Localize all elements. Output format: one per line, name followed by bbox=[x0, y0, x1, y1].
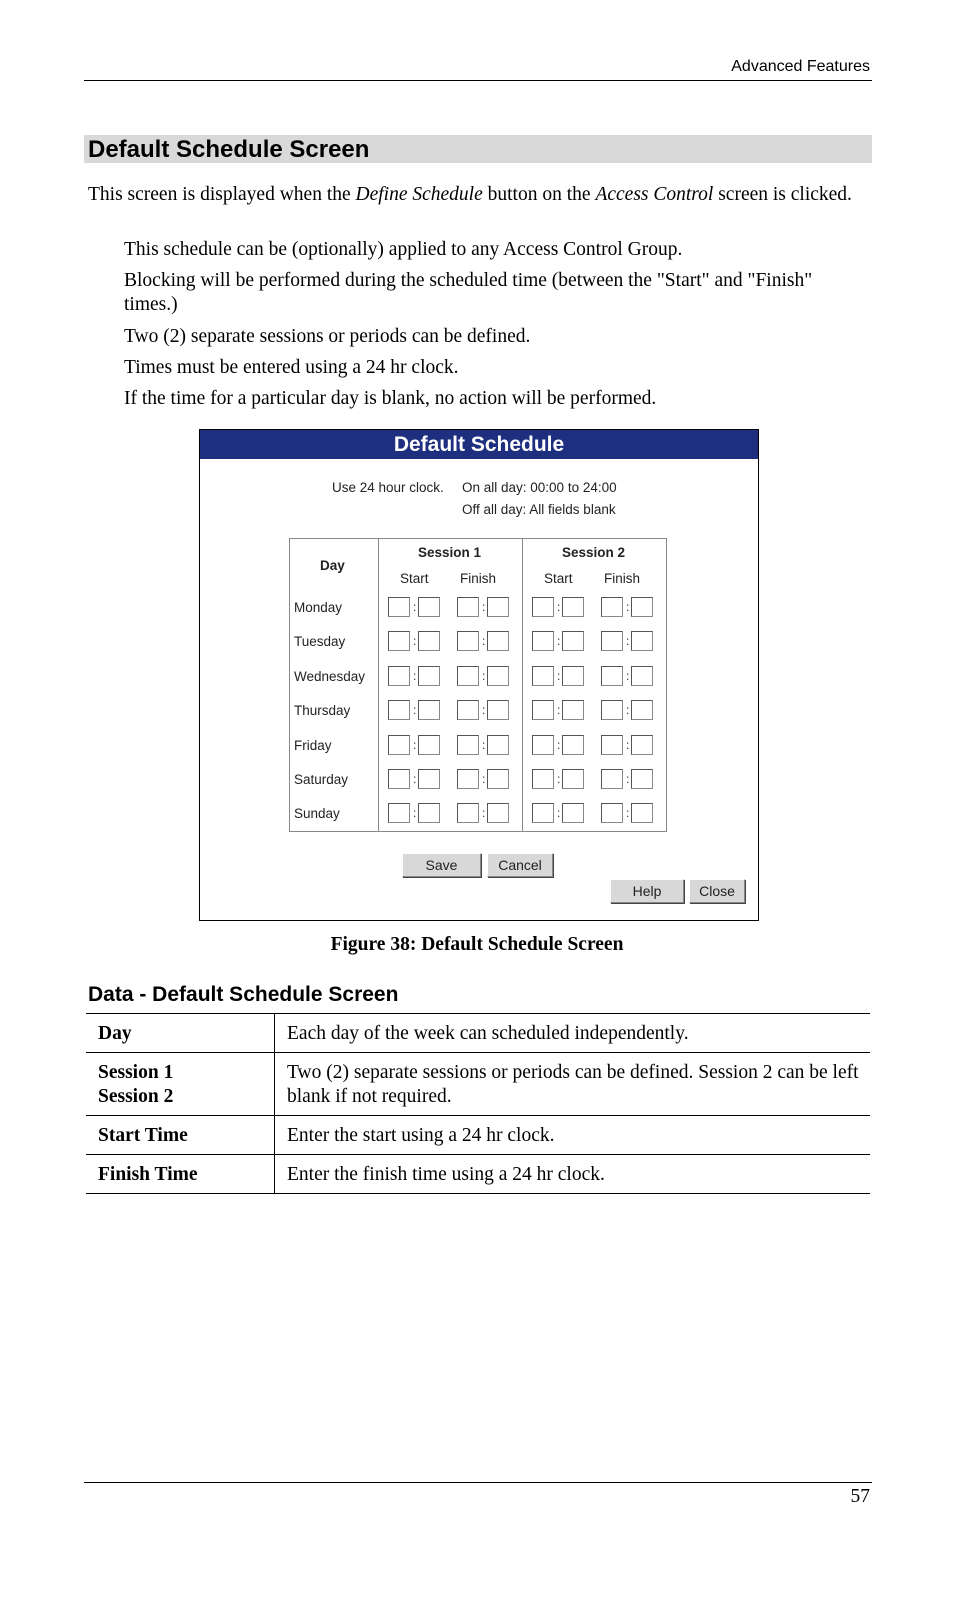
grid-divider bbox=[522, 539, 523, 831]
monday-session-2-finish-minute[interactable] bbox=[631, 597, 653, 617]
table-row bbox=[86, 1053, 870, 1116]
sunday-session-1-start-hour[interactable] bbox=[388, 803, 410, 823]
default-schedule-window bbox=[199, 429, 759, 921]
day-label-saturday: Saturday bbox=[294, 772, 349, 787]
figure-caption: Figure 38: Default Schedule Screen bbox=[330, 934, 624, 955]
table-desc: Enter the finish time using a 24 hr clock. bbox=[275, 1155, 871, 1194]
time-separator: : bbox=[626, 772, 630, 786]
day-label-thursday: Thursday bbox=[294, 703, 351, 719]
wednesday-session-2-finish-hour[interactable] bbox=[601, 666, 623, 686]
thursday-session-2-start-hour[interactable] bbox=[532, 700, 554, 720]
monday-session-1-start-hour[interactable] bbox=[388, 597, 410, 617]
time-separator: : bbox=[413, 703, 417, 718]
table-row bbox=[86, 1014, 870, 1053]
col-header-start-1: Start bbox=[400, 571, 429, 586]
table-desc: Two (2) separate sessions or periods can be defined. Session 2 can be left blank if not required. bbox=[275, 1053, 871, 1116]
table-key bbox=[86, 1155, 275, 1194]
note-2: Blocking will be performed during the scheduled time (between the "Start" and "Finish" times.) bbox=[124, 270, 813, 315]
thursday-session-1-start-hour[interactable] bbox=[388, 700, 410, 720]
time-separator: : bbox=[626, 703, 630, 718]
wednesday-session-2-start-hour[interactable] bbox=[532, 666, 554, 686]
col-header-finish-2: Finish bbox=[604, 571, 641, 586]
tuesday-session-2-finish-minute[interactable] bbox=[631, 631, 653, 651]
time-separator: : bbox=[482, 600, 486, 614]
key-text-2: Session 2 bbox=[98, 1086, 174, 1107]
monday-session-2-finish-hour[interactable] bbox=[601, 597, 623, 617]
hint-off-all-day: Off all day: All fields blank bbox=[462, 502, 616, 517]
intro-text-3: screen is clicked. bbox=[713, 184, 852, 205]
grid-divider bbox=[378, 539, 379, 831]
day-label-wednesday: Wednesday bbox=[294, 668, 366, 684]
thursday-session-1-finish-hour[interactable] bbox=[457, 700, 479, 720]
day-label-monday: Monday bbox=[294, 600, 343, 615]
saturday-session-2-finish-minute[interactable] bbox=[631, 769, 653, 789]
friday-session-2-finish-minute[interactable] bbox=[631, 735, 653, 755]
data-table bbox=[86, 1013, 870, 1194]
sunday-session-1-finish-hour[interactable] bbox=[457, 803, 479, 823]
intro-text-1: This screen is displayed when the bbox=[88, 184, 356, 205]
saturday-session-1-finish-minute[interactable] bbox=[487, 769, 509, 789]
saturday-session-2-start-hour[interactable] bbox=[532, 769, 554, 789]
window-title: Default Schedule bbox=[200, 430, 758, 459]
time-separator: : bbox=[626, 737, 630, 752]
col-header-day: Day bbox=[320, 558, 345, 573]
header-rule bbox=[84, 80, 872, 81]
intro-em-define-schedule: Define Schedule bbox=[355, 184, 483, 205]
time-separator: : bbox=[557, 703, 561, 718]
saturday-session-1-start-minute[interactable] bbox=[418, 769, 440, 789]
col-header-finish-1: Finish bbox=[460, 571, 497, 586]
monday-session-1-finish-hour[interactable] bbox=[457, 597, 479, 617]
time-separator: : bbox=[482, 703, 486, 718]
time-separator: : bbox=[482, 634, 486, 649]
monday-session-1-finish-minute[interactable] bbox=[487, 597, 509, 617]
note-4: Times must be entered using a 24 hr clock. bbox=[124, 357, 459, 378]
time-separator: : bbox=[413, 668, 417, 683]
tuesday-session-1-finish-minute[interactable] bbox=[487, 631, 509, 651]
time-separator: : bbox=[482, 772, 486, 786]
wednesday-session-1-finish-minute[interactable] bbox=[487, 666, 509, 686]
key-text: Start Time bbox=[98, 1125, 188, 1146]
tuesday-session-1-start-minute[interactable] bbox=[418, 631, 440, 651]
time-separator: : bbox=[482, 737, 486, 752]
time-separator: : bbox=[557, 806, 561, 821]
time-separator: : bbox=[482, 668, 486, 683]
help-button[interactable]: Help bbox=[610, 879, 684, 903]
saturday-session-1-start-hour[interactable] bbox=[388, 769, 410, 789]
table-row bbox=[86, 1155, 870, 1194]
table-key bbox=[86, 1053, 275, 1116]
day-label-friday: Friday bbox=[294, 737, 332, 753]
wednesday-session-1-start-minute[interactable] bbox=[418, 666, 440, 686]
col-header-session-2: Session 2 bbox=[562, 545, 626, 560]
time-separator: : bbox=[413, 600, 417, 614]
saturday-session-2-finish-hour[interactable] bbox=[601, 769, 623, 789]
table-desc: Enter the start using a 24 hr clock. bbox=[275, 1116, 871, 1155]
col-header-start-2: Start bbox=[544, 571, 573, 586]
time-separator: : bbox=[557, 600, 561, 614]
running-header: Advanced Features bbox=[731, 58, 870, 75]
note-5: If the time for a particular day is blank, no action will be performed. bbox=[124, 388, 657, 409]
friday-session-1-finish-hour[interactable] bbox=[457, 735, 479, 755]
tuesday-session-2-start-minute[interactable] bbox=[562, 631, 584, 651]
table-desc: Each day of the week can scheduled independently. bbox=[275, 1014, 871, 1053]
friday-session-2-finish-hour[interactable] bbox=[601, 735, 623, 755]
save-button[interactable]: Save bbox=[402, 853, 481, 877]
day-label-tuesday: Tuesday bbox=[294, 634, 346, 650]
monday-session-1-start-minute[interactable] bbox=[418, 597, 440, 617]
time-separator: : bbox=[626, 634, 630, 649]
close-button[interactable]: Close bbox=[689, 879, 745, 903]
thursday-session-1-finish-minute[interactable] bbox=[487, 700, 509, 720]
table-key bbox=[86, 1014, 275, 1053]
monday-session-2-start-minute[interactable] bbox=[562, 597, 584, 617]
table-key bbox=[86, 1116, 275, 1155]
table-row bbox=[86, 1116, 870, 1155]
friday-session-1-finish-minute[interactable] bbox=[487, 735, 509, 755]
thursday-session-2-finish-hour[interactable] bbox=[601, 700, 623, 720]
intro-text-2: button on the bbox=[482, 184, 596, 205]
note-1: This schedule can be (optionally) applied to any Access Control Group. bbox=[124, 239, 683, 260]
sunday-session-2-finish-minute[interactable] bbox=[631, 803, 653, 823]
wednesday-session-1-finish-hour[interactable] bbox=[457, 666, 479, 686]
page-number: 57 bbox=[850, 1486, 870, 1507]
time-separator: : bbox=[413, 634, 417, 649]
friday-session-2-start-hour[interactable] bbox=[532, 735, 554, 755]
intro-em-access-control: Access Control bbox=[595, 184, 714, 205]
key-text: Finish Time bbox=[98, 1164, 198, 1185]
hint-on-all-day: On all day: 00:00 to 24:00 bbox=[462, 480, 617, 495]
note-3: Two (2) separate sessions or periods can be defined. bbox=[124, 326, 531, 347]
time-separator: : bbox=[482, 806, 486, 821]
wednesday-session-1-start-hour[interactable] bbox=[388, 666, 410, 686]
section-title: Default Schedule Screen bbox=[88, 136, 370, 163]
sunday-session-1-start-minute[interactable] bbox=[418, 803, 440, 823]
cancel-button[interactable]: Cancel bbox=[487, 853, 553, 877]
sunday-session-2-finish-hour[interactable] bbox=[601, 803, 623, 823]
col-header-session-1: Session 1 bbox=[418, 545, 482, 560]
data-table-heading: Data - Default Schedule Screen bbox=[88, 983, 399, 1006]
time-separator: : bbox=[413, 737, 417, 752]
thursday-session-2-finish-minute[interactable] bbox=[631, 700, 653, 720]
key-text: Session 1 bbox=[98, 1062, 174, 1083]
time-separator: : bbox=[557, 772, 561, 786]
sunday-session-2-start-minute[interactable] bbox=[562, 803, 584, 823]
day-label-sunday: Sunday bbox=[294, 806, 340, 822]
monday-session-2-start-hour[interactable] bbox=[532, 597, 554, 617]
schedule-grid bbox=[289, 538, 667, 832]
time-separator: : bbox=[626, 806, 630, 821]
tuesday-session-1-start-hour[interactable] bbox=[388, 631, 410, 651]
wednesday-session-2-start-minute[interactable] bbox=[562, 666, 584, 686]
tuesday-session-2-finish-hour[interactable] bbox=[601, 631, 623, 651]
hint-clock: Use 24 hour clock. bbox=[332, 480, 444, 495]
time-separator: : bbox=[626, 600, 630, 614]
intro-paragraph bbox=[88, 183, 858, 207]
wednesday-session-2-finish-minute[interactable] bbox=[631, 666, 653, 686]
thursday-session-1-start-minute[interactable] bbox=[418, 700, 440, 720]
time-separator: : bbox=[626, 668, 630, 683]
sunday-session-2-start-hour[interactable] bbox=[532, 803, 554, 823]
saturday-session-1-finish-hour[interactable] bbox=[457, 769, 479, 789]
tuesday-session-2-start-hour[interactable] bbox=[532, 631, 554, 651]
time-separator: : bbox=[413, 806, 417, 821]
saturday-session-2-start-minute[interactable] bbox=[562, 769, 584, 789]
footer-rule bbox=[84, 1482, 872, 1483]
tuesday-session-1-finish-hour[interactable] bbox=[457, 631, 479, 651]
section-title-bar bbox=[84, 135, 872, 163]
time-separator: : bbox=[557, 737, 561, 752]
friday-session-1-start-minute[interactable] bbox=[418, 735, 440, 755]
time-separator: : bbox=[557, 634, 561, 649]
sunday-session-1-finish-minute[interactable] bbox=[487, 803, 509, 823]
time-separator: : bbox=[557, 668, 561, 683]
key-text: Day bbox=[98, 1023, 132, 1044]
friday-session-1-start-hour[interactable] bbox=[388, 735, 410, 755]
friday-session-2-start-minute[interactable] bbox=[562, 735, 584, 755]
thursday-session-2-start-minute[interactable] bbox=[562, 700, 584, 720]
time-separator: : bbox=[413, 772, 417, 786]
